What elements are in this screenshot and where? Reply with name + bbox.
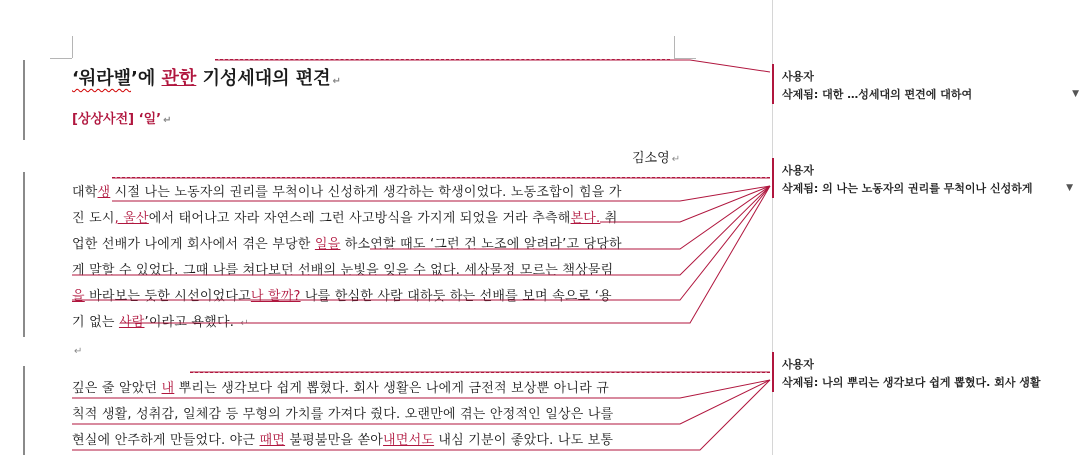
document-subtitle[interactable]: [상상사전] ‘일’ ↵ [72, 112, 172, 127]
revision-balloon[interactable] [772, 352, 1087, 392]
title-spell-word[interactable]: ‘워라밸 [72, 68, 132, 89]
line-text: 게 말할 수 있었다. 그때 나를 쳐다보던 선배의 눈빛을 잊을 수 없다. 세상물정 모르는 책상물림 [72, 263, 614, 278]
line-text: 취 [600, 211, 618, 226]
inserted-text[interactable]: 사람 [118, 315, 145, 330]
inserted-text[interactable]: 나 할까? [250, 289, 301, 304]
leader-line [215, 60, 770, 72]
title-text: ’에 [131, 68, 162, 89]
balloon-text: 삭제됨: 나의 뿌리는 생각보다 쉽게 뽑혔다. 회사 생활 [782, 376, 1041, 389]
leader-line [112, 186, 770, 201]
balloon-author: 사용자 [782, 164, 814, 177]
leader-line [72, 186, 770, 275]
balloon-author: 사용자 [782, 358, 814, 371]
line-text: 기 없는 [72, 315, 119, 330]
inserted-text[interactable]: 본다. [570, 211, 601, 226]
line-text: 뿌리는 생각보다 쉽게 뽑혔다. 회사 생활은 나에게 금전적 보상뿐 아니라 규 [174, 381, 610, 396]
leader-line [72, 380, 770, 398]
line-text: 칙적 생활, 성취감, 일체감 등 무형의 가치를 가져다 줬다. 오랜만에 겪는 안정적인 일상은 나를 [72, 407, 614, 422]
balloon-author: 사용자 [782, 70, 814, 83]
leader-line [370, 186, 770, 249]
paragraph-mark-icon: ↵ [74, 346, 83, 357]
line-text: 현실에 안주하게 만들었다. 야근 [72, 433, 260, 448]
balloon-text: 삭제됨: 대한 …성세대의 편견에 대하여 [782, 88, 973, 101]
revision-balloon[interactable] [772, 64, 1087, 104]
line-text: 하소연할 때도 ‘그런 건 노조에 알려라’고 당당하 [340, 237, 622, 252]
paragraph-mark-icon: ↵ [240, 318, 249, 329]
line-text: 대학 [72, 185, 98, 200]
line-text: 불평불만을 쏟아 [285, 433, 384, 448]
line-text: ’이라고 욕했다. [144, 315, 239, 330]
paragraph-mark-icon: ↵ [163, 115, 172, 126]
line-text: 업한 선배가 나에게 회사에서 겪은 부당한 [72, 237, 315, 252]
inserted-text[interactable]: , 울산 [114, 211, 149, 226]
line-text: 에서 태어나고 자라 자연스레 그런 사고방식을 가지게 되었을 거라 추측해 [148, 211, 571, 226]
paragraph-mark-icon: ↵ [671, 154, 681, 165]
leader-line [120, 186, 770, 323]
balloon-text: 삭제됨: 의 나는 노동자의 권리를 무척이나 신성하게 [782, 182, 1033, 195]
leader-line [72, 380, 770, 450]
triangle-down-icon[interactable]: ▼ [1072, 89, 1079, 99]
leader-line [72, 380, 770, 424]
inserted-text[interactable]: 생 [97, 185, 111, 200]
line-text: 깊은 줄 알았던 [72, 381, 162, 396]
title-text-rest: 기성세대의 편견 [196, 68, 331, 89]
line-text: 나를 한심한 사람 대하듯 하는 선배를 보며 속으로 ‘용 [300, 289, 612, 304]
line-text: 바라보는 듯한 시선이었다고 [84, 289, 251, 304]
line-text: 시절 나는 노동자의 권리를 무척이나 신성하게 생각하는 학생이었다. 노동조합이 힘을 가 [110, 185, 622, 200]
document-author[interactable]: 김소영 ↵ [632, 151, 681, 166]
inserted-text[interactable]: 내 [161, 381, 175, 396]
inserted-text[interactable]: 을 [72, 289, 85, 304]
line-text: 진 도시 [72, 211, 115, 226]
triangle-down-icon[interactable]: ▼ [1066, 183, 1073, 193]
line-text: 내심 기분이 좋았다. 나도 보통 [434, 433, 614, 448]
paragraph-mark-icon: ↵ [332, 76, 341, 87]
revision-balloon[interactable] [772, 158, 1087, 198]
title-inserted-text[interactable]: 관한 [161, 68, 197, 89]
inserted-text[interactable]: 때면 [259, 433, 286, 448]
leader-line [72, 186, 770, 300]
inserted-text[interactable]: 일을 [314, 237, 341, 252]
inserted-text[interactable]: 내면서도 [383, 433, 435, 448]
